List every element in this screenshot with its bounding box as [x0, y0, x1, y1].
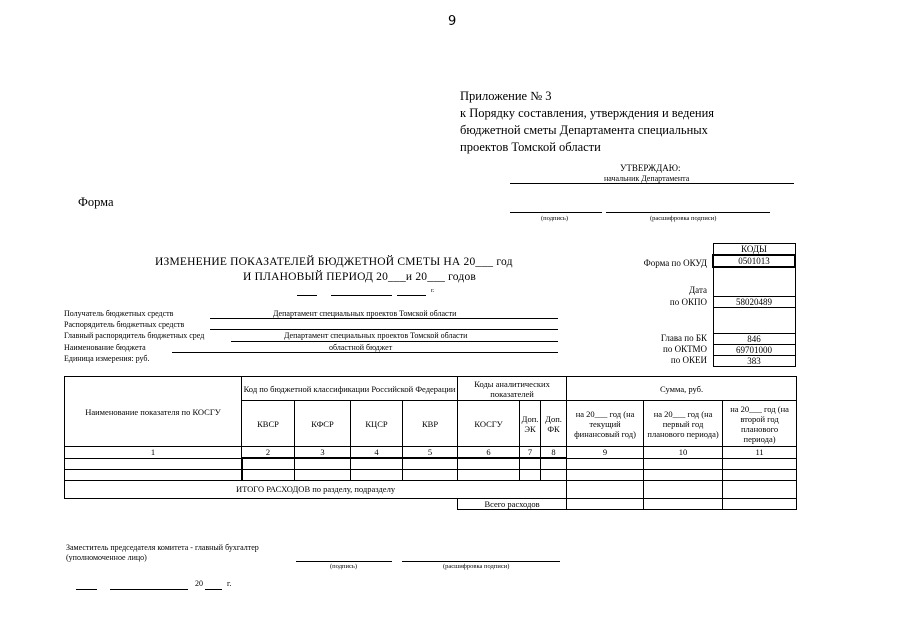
analytic-code-group-header: Коды аналитических показателей [458, 377, 567, 401]
footer-year-suffix: г. [227, 579, 232, 588]
col-num-1: 1 [65, 447, 242, 459]
okpo-label: по ОКПО [669, 297, 707, 307]
footer-day-line [76, 589, 97, 590]
col-num-11: 11 [723, 447, 797, 459]
codes-box [712, 243, 796, 367]
chief-label: Главный распорядитель бюджетных сред [64, 331, 205, 340]
date-label: Дата [689, 285, 707, 295]
col-num-7: 7 [520, 447, 541, 459]
bk-value: 846 [713, 334, 795, 345]
footer-signature-line [296, 561, 392, 562]
codes-header: КОДЫ [713, 244, 795, 256]
okpo-value: 58020489 [713, 297, 795, 308]
col-num-3: 3 [295, 447, 351, 459]
doc-title-line-2: И ПЛАНОВЫЙ ПЕРИОД 20___и 20___ годов [243, 271, 477, 283]
col-num-10: 10 [644, 447, 723, 459]
appendix-line-2: к Порядку составления, утверждения и ведения [460, 106, 715, 120]
sum-current-year-header: на 20___ год (на текущий финансовый год) [567, 401, 644, 447]
recipient-label: Получатель бюджетных средств [64, 309, 174, 318]
oktmo-value: 69701000 [713, 345, 795, 356]
sum-group-header: Сумма, руб. [567, 377, 797, 401]
chief-value: Департамент специальных проектов Томской области [284, 331, 468, 340]
appendix-line-4: проектов Томской области [460, 140, 601, 154]
approve-decode-caption: (расшифровка подписи) [650, 215, 717, 222]
kvsr-header: КВСР [242, 401, 295, 447]
approve-position-line [510, 183, 794, 184]
budget-code-group-header: Код по бюджетной классификации Российской Федерации [242, 377, 458, 401]
total-all-row: Всего расходов [458, 498, 567, 509]
kfsr-header: КФСР [295, 401, 351, 447]
okei-value: 383 [713, 356, 795, 367]
recipient-line [210, 318, 558, 319]
col-num-8: 8 [541, 447, 567, 459]
col-num-9: 9 [567, 447, 644, 459]
estimate-table [64, 376, 797, 510]
form-label: Форма [78, 195, 114, 209]
recipient-value: Департамент специальных проектов Томской области [273, 309, 457, 318]
col-num-4: 4 [351, 447, 403, 459]
date-year-line [397, 295, 426, 296]
okei-label: по ОКЕИ [670, 355, 707, 365]
budget-value: областной бюджет [329, 343, 393, 352]
budget-line [172, 352, 558, 353]
dop-ek-header: Доп. ЭК [520, 401, 541, 447]
date-suffix: г. [431, 287, 435, 294]
footer-signature-caption: (подпись) [330, 563, 357, 570]
footer-year-line [205, 589, 222, 590]
oktmo-label: по ОКТМО [663, 344, 707, 354]
appendix-line-1: Приложение № 3 [460, 89, 552, 103]
manager-line [210, 329, 558, 330]
table-row [65, 469, 797, 480]
approve-signature-caption: (подпись) [541, 215, 568, 222]
approve-signature-line [510, 212, 602, 213]
sum-second-plan-year-header: на 20___ год (на второй год планового периода) [723, 401, 797, 447]
doc-title-line-1: ИЗМЕНЕНИЕ ПОКАЗАТЕЛЕЙ БЮДЖЕТНОЙ СМЕТЫ НА 20___ год [155, 256, 513, 268]
col-name-header: Наименование показателя по КОСГУ [65, 377, 242, 447]
codes-empty-cell [713, 308, 795, 334]
manager-label: Распорядитель бюджетных средств [64, 320, 185, 329]
date-month-line [331, 295, 392, 296]
footer-line-1: Заместитель председателя комитета - главный бухгалтер [66, 543, 259, 552]
appendix-line-3: бюджетной сметы Департамента специальных [460, 123, 708, 137]
kcsr-header: КЦСР [351, 401, 403, 447]
dop-fk-header: Доп. ФК [541, 401, 567, 447]
chief-line [231, 341, 558, 342]
unit-label: Единица измерения: руб. [64, 354, 150, 363]
col-num-6: 6 [458, 447, 520, 459]
bk-label: Глава по БК [660, 333, 707, 343]
page-number: 9 [448, 14, 457, 29]
date-day-line [297, 295, 317, 296]
approve-decode-line [606, 212, 770, 213]
kosgu-header: КОСГУ [458, 401, 520, 447]
approve-title: УТВЕРЖДАЮ: [620, 163, 681, 173]
total-section-row: ИТОГО РАСХОДОВ по разделу, подразделу [65, 480, 567, 498]
footer-line-2: (уполномоченное лицо) [66, 553, 147, 562]
okud-value: 0501013 [713, 255, 795, 267]
budget-label: Наименование бюджета [64, 343, 146, 352]
footer-decode-caption: (расшифровка подписи) [443, 563, 510, 570]
col-num-2: 2 [242, 447, 295, 459]
date-value [713, 267, 795, 297]
col-num-5: 5 [403, 447, 458, 459]
sum-first-plan-year-header: на 20___ год (на первый год планового периода) [644, 401, 723, 447]
footer-decode-line [402, 561, 560, 562]
okud-label: Форма по ОКУД [643, 258, 707, 268]
footer-year-prefix: 20 [195, 579, 203, 588]
table-row [65, 458, 797, 469]
footer-month-line [110, 589, 188, 590]
approve-position: начальник Департамента [604, 174, 690, 183]
kvr-header: КВР [403, 401, 458, 447]
